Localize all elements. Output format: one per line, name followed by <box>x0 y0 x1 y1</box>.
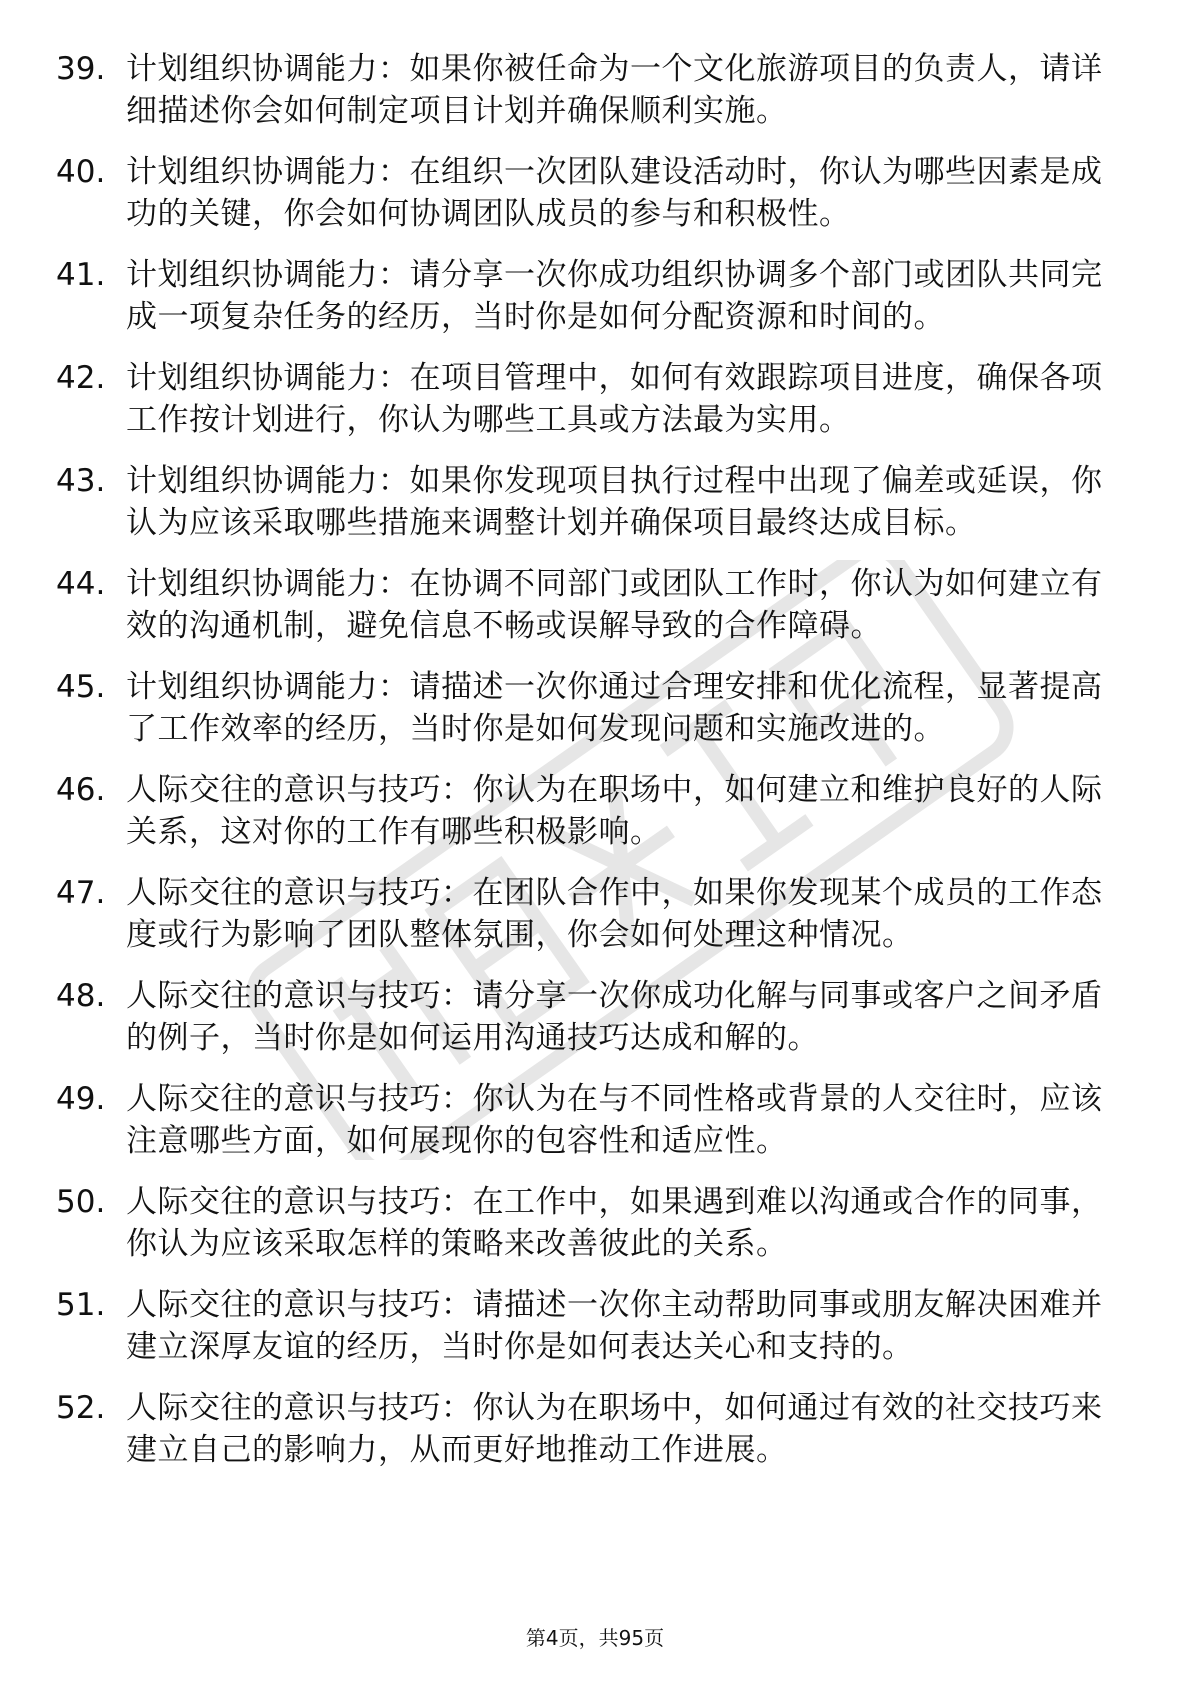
item-text: 计划组织协调能力：在项目管理中，如何有效跟踪项目进度，确保各项工作按计划进行，你认为哪些工具或方法最为实用。 <box>126 360 1103 438</box>
item-number: 43. <box>56 463 106 499</box>
list-item <box>56 1181 1116 1265</box>
list-item <box>56 1284 1116 1368</box>
list-item <box>56 151 1116 235</box>
item-number: 46. <box>56 772 106 808</box>
item-text: 人际交往的意识与技巧：请分享一次你成功化解与同事或客户之间矛盾的例子，当时你是如何运用沟通技巧达成和解的。 <box>126 978 1103 1056</box>
list-item <box>56 48 1116 132</box>
list-item <box>56 357 1116 441</box>
list-item <box>56 666 1116 750</box>
list-item <box>56 975 1116 1059</box>
item-number: 51. <box>56 1287 106 1323</box>
item-number: 52. <box>56 1390 106 1426</box>
item-text: 人际交往的意识与技巧：你认为在与不同性格或背景的人交往时，应该注意哪些方面，如何展现你的包容性和适应性。 <box>126 1081 1103 1159</box>
page-footer: 第4页，共95页 <box>525 1626 665 1650</box>
question-list <box>56 48 1116 1490</box>
item-text: 计划组织协调能力：在协调不同部门或团队工作时，你认为如何建立有效的沟通机制，避免信息不畅或误解导致的合作障碍。 <box>126 566 1103 644</box>
item-number: 47. <box>56 875 106 911</box>
item-text: 计划组织协调能力：如果你发现项目执行过程中出现了偏差或延误，你认为应该采取哪些措施来调整计划并确保项目最终达成目标。 <box>126 463 1103 541</box>
item-number: 45. <box>56 669 106 705</box>
item-text: 计划组织协调能力：在组织一次团队建设活动时，你认为哪些因素是成功的关键，你会如何协调团队成员的参与和积极性。 <box>126 154 1103 232</box>
item-number: 48. <box>56 978 106 1014</box>
item-number: 50. <box>56 1184 106 1220</box>
item-text: 人际交往的意识与技巧：在团队合作中，如果你发现某个成员的工作态度或行为影响了团队整体氛围，你会如何处理这种情况。 <box>126 875 1103 953</box>
list-item <box>56 254 1116 338</box>
item-text: 计划组织协调能力：请分享一次你成功组织协调多个部门或团队共同完成一项复杂任务的经历，当时你是如何分配资源和时间的。 <box>126 257 1103 335</box>
list-item <box>56 872 1116 956</box>
list-item <box>56 563 1116 647</box>
list-item <box>56 460 1116 544</box>
list-item <box>56 769 1116 853</box>
item-number: 49. <box>56 1081 106 1117</box>
item-number: 42. <box>56 360 106 396</box>
item-text: 人际交往的意识与技巧：请描述一次你主动帮助同事或朋友解决困难并建立深厚友谊的经历，当时你是如何表达关心和支持的。 <box>126 1287 1103 1365</box>
list-item <box>56 1078 1116 1162</box>
item-text: 计划组织协调能力：如果你被任命为一个文化旅游项目的负责人，请详细描述你会如何制定项目计划并确保顺利实施。 <box>126 51 1103 129</box>
item-text: 人际交往的意识与技巧：在工作中，如果遇到难以沟通或合作的同事，你认为应该采取怎样的策略来改善彼此的关系。 <box>126 1184 1103 1262</box>
item-text: 计划组织协调能力：请描述一次你通过合理安排和优化流程，显著提高了工作效率的经历，当时你是如何发现问题和实施改进的。 <box>126 669 1103 747</box>
item-number: 41. <box>56 257 106 293</box>
item-number: 40. <box>56 154 106 190</box>
item-text: 人际交往的意识与技巧：你认为在职场中，如何通过有效的社交技巧来建立自己的影响力，从而更好地推动工作进展。 <box>126 1390 1103 1468</box>
item-number: 44. <box>56 566 106 602</box>
item-number: 39. <box>56 51 106 87</box>
list-item <box>56 1387 1116 1471</box>
item-text: 人际交往的意识与技巧：你认为在职场中，如何建立和维护良好的人际关系，这对你的工作有哪些积极影响。 <box>126 772 1103 850</box>
